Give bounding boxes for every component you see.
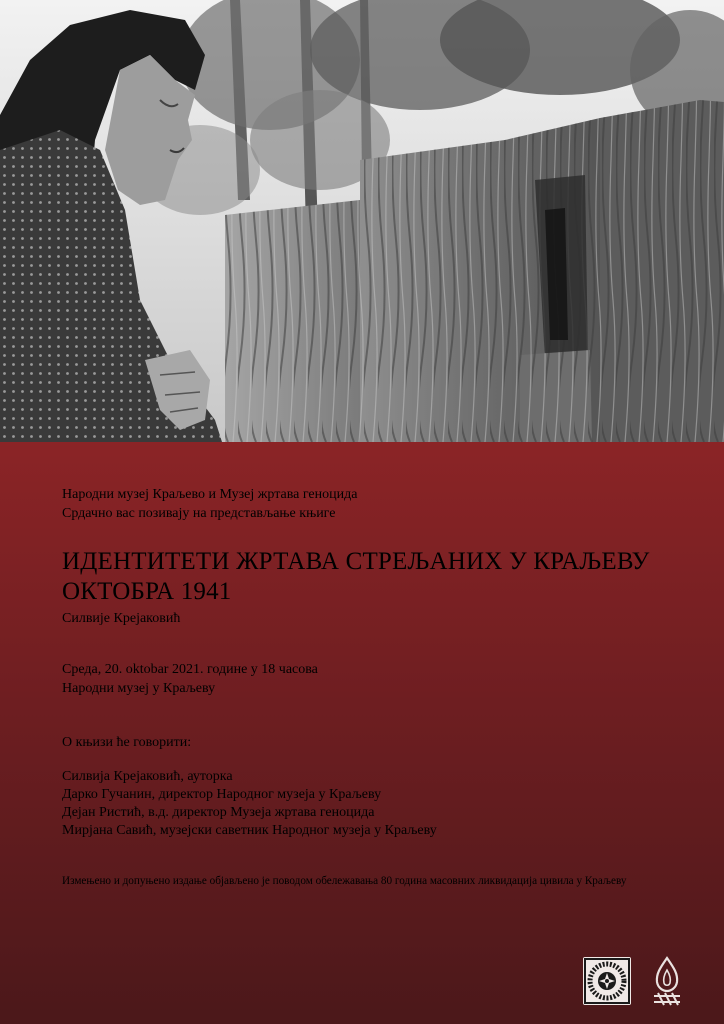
edition-footnote: Измењено и допуњено издање објављено је поводом обележавања 80 година масовних ликвидација цивила у Краљеву: [62, 875, 627, 887]
organizers-line: Народни музеј Краљево и Музеј жртава геноцида: [62, 487, 358, 502]
flame-memorial-icon: [650, 956, 684, 1008]
memorial-photo-illustration: [0, 0, 724, 442]
information-panel: [0, 442, 724, 1024]
book-author: Силвије Крејаковић: [62, 611, 181, 626]
speaker-item: Силвија Крејаковић, ауторка: [62, 769, 233, 784]
speaker-item: Дарко Гучанин, директор Народног музеја у Краљеву: [62, 787, 382, 802]
event-venue: Народни музеј у Краљеву: [62, 681, 216, 696]
book-title-line-1: ИДЕНТИТЕТИ ЖРТАВА СТРЕЉАНИХ У КРАЉЕВУ: [62, 548, 650, 575]
book-title-line-2: ОКТОБРА 1941: [62, 578, 232, 605]
invitation-line: Срдачно вас позивају на представљање књиге: [62, 506, 336, 521]
speaker-item: Дејан Ристић, в.д. директор Музеја жртава геноцида: [62, 805, 375, 820]
speaker-item: Мирјана Савић, музејски саветник Народног музеја у Краљеву: [62, 823, 437, 838]
event-datetime: Среда, 20. oktobar 2021. године у 18 часова: [62, 662, 318, 677]
speakers-heading: О књизи ће говорити:: [62, 735, 192, 750]
memorial-photo: [0, 0, 724, 442]
museum-seal-icon: [583, 957, 631, 1005]
